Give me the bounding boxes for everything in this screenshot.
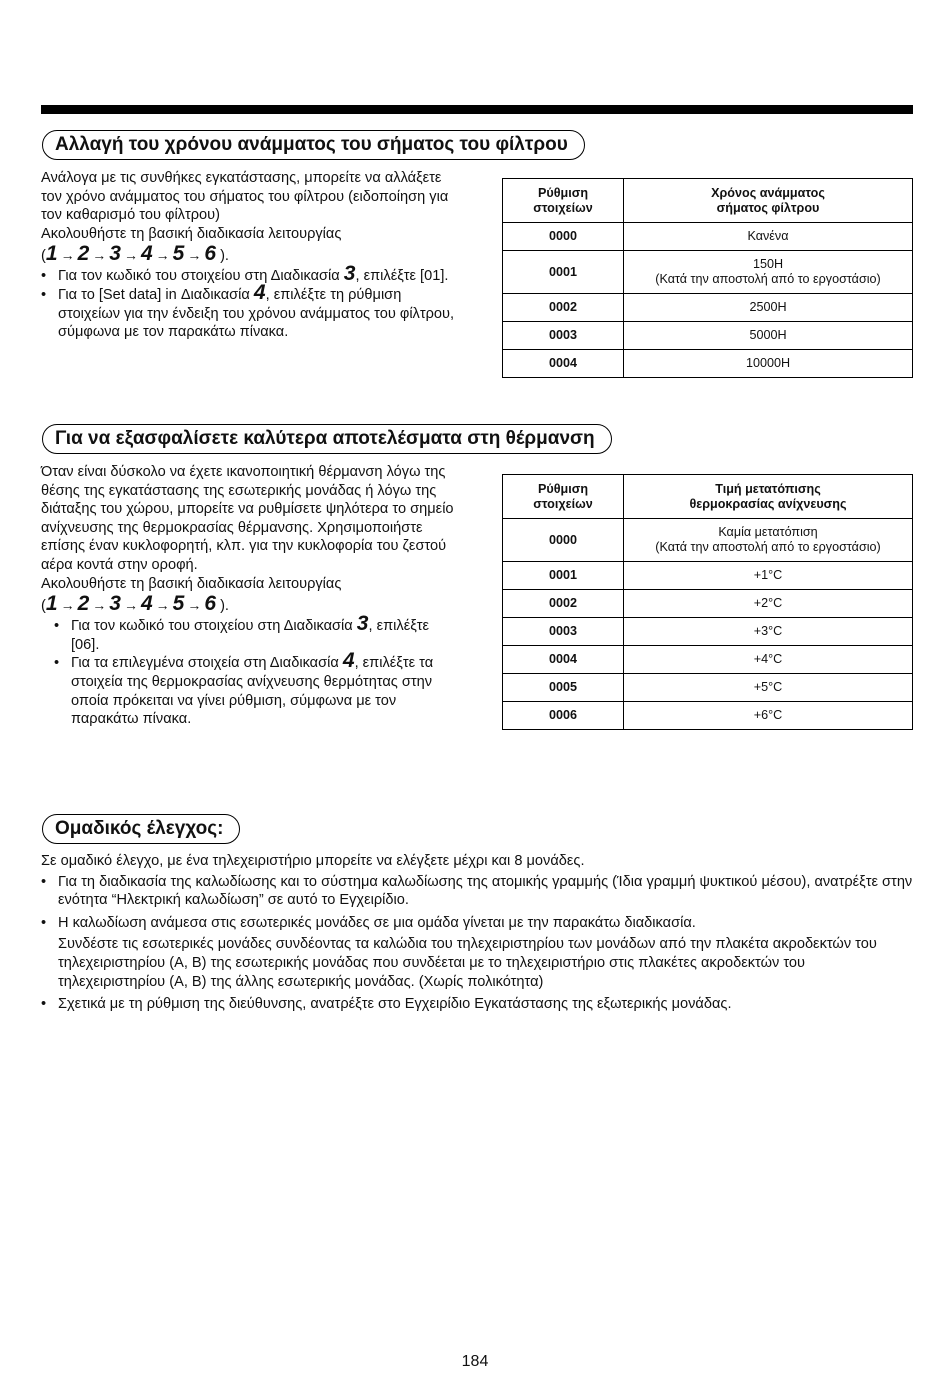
table-row: 0001 150H (Κατά την αποστολή από το εργοστάσιο) (503, 251, 913, 294)
group-bullet-3: • Σχετικά με τη ρύθμιση της διεύθυνσης, ανατρέξτε στο Εγχειρίδιο Εγκατάστασης της εξωτερικής μονάδας. (41, 995, 913, 1014)
table-row: 0001 +1°C (503, 562, 913, 590)
top-rule (41, 105, 913, 114)
heating-follow: Ακολουθήστε τη βασική διαδικασία λειτουργίας (41, 575, 342, 592)
group-bullet-2-detail: Συνδέστε τις εσωτερικές μονάδες συνδέοντας τα καλώδια του τηλεχειριστηρίου των μονάδων από την πλακέτα ακροδεκτών του τηλεχειριστηρίου (A, B) της εσωτερικής μονάδας που συνδέεται με το τηλεχειριστήριο στις πλακέτες ακροδεκτών του τηλεχειριστηρίου (A, B) της άλλης εσωτερικής μονάδας. (Χωρίς πολικότητα) (58, 936, 877, 990)
table-row: 0000 Κανένα (503, 223, 913, 251)
table-row: 0003 5000H (503, 322, 913, 350)
heating-intro: Όταν είναι δύσκολο να έχετε ικανοποιητική θέρμανση λόγω της θέσης της εγκατάστασης της εσωτερικής μονάδας ή λόγω της διάταξης του χώρου, μπορείτε να ρυθμίσετε ψηλότερα το σημείο ανίχνευσης της θερμοκρασίας θέρμανσης. Χρησιμοποιήστε επίσης έναν κυκλοφορητή, κλπ. για την κυκλοφορία του ζεστού αέρα κοντά στην οροφή. (41, 464, 454, 573)
table-row: 0004 +4°C (503, 646, 913, 674)
filter-section-text (41, 169, 461, 342)
heating-shift-table (502, 474, 913, 730)
heating-steps: (1 → 2 → 3 → 4 → 5 → 6 ). (41, 592, 229, 616)
heating-bullet-1: • Για τον κωδικό του στοιχείου στη Διαδικασία 3, επιλέξτε [06]. (41, 617, 461, 654)
filter-section-heading: Αλλαγή του χρόνου ανάμματος του σήματος του φίλτρου (42, 130, 585, 160)
heating-section-heading: Για να εξασφαλίσετε καλύτερα αποτελέσματα στη θέρμανση (42, 424, 612, 454)
group-section-heading: Ομαδικός έλεγχος: (42, 814, 240, 844)
heating-bullet-2: • Για τα επιλεγμένα στοιχεία στη Διαδικασία 4, επιλέξτε τα στοιχεία της θερμοκρασίας ανίχνευσης θερμότητας στην οποία πρόκειται να γίνει ρύθμιση, σύμφωνα με τον παρακάτω πίνακα. (41, 654, 461, 728)
filter-follow: Ακολουθήστε τη βασική διαδικασία λειτουργίας (41, 225, 342, 242)
table-row: 0002 +2°C (503, 590, 913, 618)
table-row: 0004 10000H (503, 350, 913, 378)
table-header: Τιμή μετατόπισης θερμοκρασίας ανίχνευσης (624, 475, 913, 519)
filter-steps: (1 → 2 → 3 → 4 → 5 → 6 ). (41, 242, 229, 266)
table-row: 0003 +3°C (503, 618, 913, 646)
table-row: 0005 +5°C (503, 674, 913, 702)
filter-bullet-2: • Για το [Set data] in Διαδικασία 4, επιλέξτε τη ρύθμιση στοιχείων για την ένδειξη του χρόνου ανάμματος του φίλτρου, σύμφωνα με τον παρακάτω πίνακα. (41, 286, 461, 342)
filter-intro: Ανάλογα με τις συνθήκες εγκατάστασης, μπορείτε να αλλάξετε τον χρόνο ανάμματος του σήματος του φίλτρου (ειδοποίηση για τον καθαρισμό του φίλτρου) (41, 170, 449, 224)
page-number: 184 (461, 1353, 489, 1370)
group-section-text (41, 852, 913, 1014)
table-header: Ρύθμιση στοιχείων (503, 179, 624, 223)
table-row: 0006 +6°C (503, 702, 913, 730)
filter-bullet-1: • Για τον κωδικό του στοιχείου στη Διαδικασία 3, επιλέξτε [01]. (41, 267, 461, 286)
table-header: Ρύθμιση στοιχείων (503, 475, 624, 519)
heating-section-text (41, 463, 461, 729)
group-intro: Σε ομαδικό έλεγχο, με ένα τηλεχειριστήριο μπορείτε να ελέγξετε μέχρι και 8 μονάδες. (41, 853, 585, 869)
table-row: 0002 2500H (503, 294, 913, 322)
filter-time-table (502, 178, 913, 378)
group-bullet-1: • Για τη διαδικασία της καλωδίωσης και το σύστημα καλωδίωσης της ατομικής γραμμής (Ίδια γραμμή ψυκτικού μέσου), ανατρέξτε στην ενότητα “Ηλεκτρική καλωδίωση” σε αυτό το Εγχειρίδιο. (41, 873, 913, 910)
group-bullet-2: • Η καλωδίωση ανάμεσα στις εσωτερικές μονάδες σε μια ομάδα γίνεται με την παρακάτω διαδικασία. Συνδέστε τις εσωτερικές μονάδες συνδέοντας τα καλώδια του τηλεχειριστηρίου των μονάδων από την πλακέτα ακροδεκτών του τηλεχειριστηρίου (A, B) της εσωτερικής μονάδας που συνδέεται με το τηλεχειριστήριο στις πλακέτες ακροδεκτών του τηλεχειριστηρίου (A, B) της άλλης εσωτερικής μονάδας. (Χωρίς πολικότητα) (41, 914, 913, 991)
table-header: Χρόνος ανάμματος σήματος φίλτρου (624, 179, 913, 223)
table-row: 0000 Καμία μετατόπιση (Κατά την αποστολή από το εργοστάσιο) (503, 519, 913, 562)
